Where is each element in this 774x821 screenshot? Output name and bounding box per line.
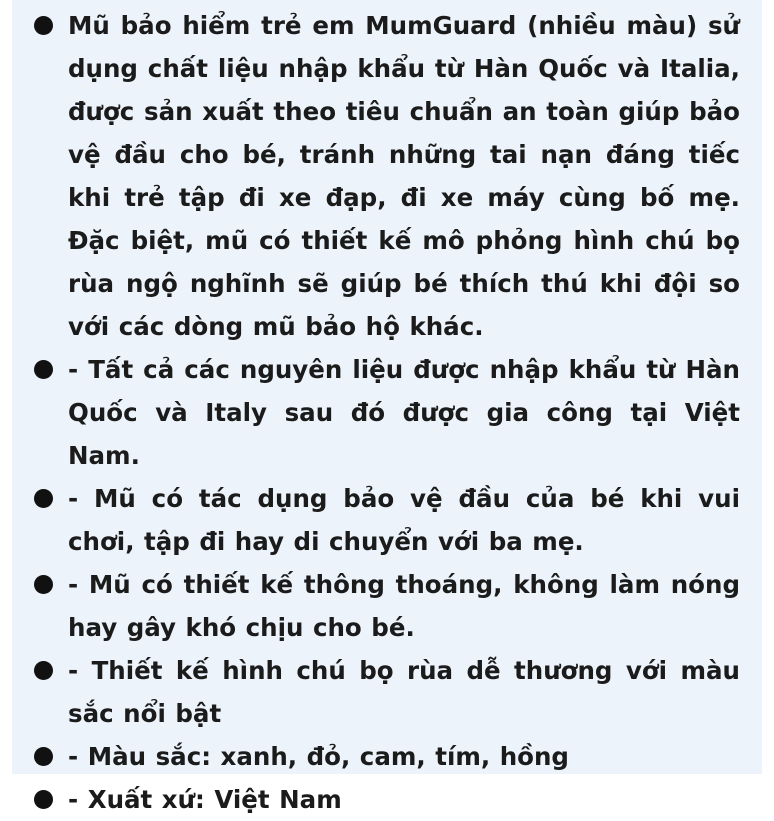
list-item-text: Mũ bảo hiểm trẻ em MumGuard (nhiều màu) sử dụng chất liệu nhập khẩu từ Hàn Quốc và Italia, được sản xuất theo tiêu chuẩn an toàn giúp bảo vệ đầu cho bé, tránh những tai nạn đáng tiếc khi trẻ tập đi xe đạp, đi xe máy cùng bố mẹ. Đặc biệt, mũ có thiết kế mô phỏng hình chú bọ rùa ngộ nghĩnh sẽ giúp bé thích thú khi đội so với các dòng mũ bảo hộ khác. [68,11,740,341]
bullet-icon [34,747,53,766]
bullet-icon [34,360,53,379]
list-item-text: - Xuất xứ: Việt Nam [68,785,342,814]
list-item [12,477,762,563]
list-item [12,778,762,821]
list-item-text: - Tất cả các nguyên liệu được nhập khẩu từ Hàn Quốc và Italy sau đó được gia công tại Việt Nam. [68,355,740,470]
list-item [12,735,762,778]
bullet-icon [34,489,53,508]
list-item [12,4,762,348]
bullet-icon [34,575,53,594]
list-item-text: - Mũ có tác dụng bảo vệ đầu của bé khi vui chơi, tập đi hay di chuyển với ba mẹ. [68,484,740,556]
product-description-panel [12,0,762,814]
list-item-text: - Thiết kế hình chú bọ rùa dễ thương với màu sắc nổi bật [68,656,740,728]
bullet-icon [34,661,53,680]
list-item-text: - Màu sắc: xanh, đỏ, cam, tím, hồng [68,742,569,771]
bullet-icon [34,790,53,809]
feature-list [12,4,762,821]
list-item [12,348,762,477]
list-item [12,649,762,735]
list-item [12,563,762,649]
list-item-text: - Mũ có thiết kế thông thoáng, không làm nóng hay gây khó chịu cho bé. [68,570,740,642]
bullet-icon [34,16,53,35]
